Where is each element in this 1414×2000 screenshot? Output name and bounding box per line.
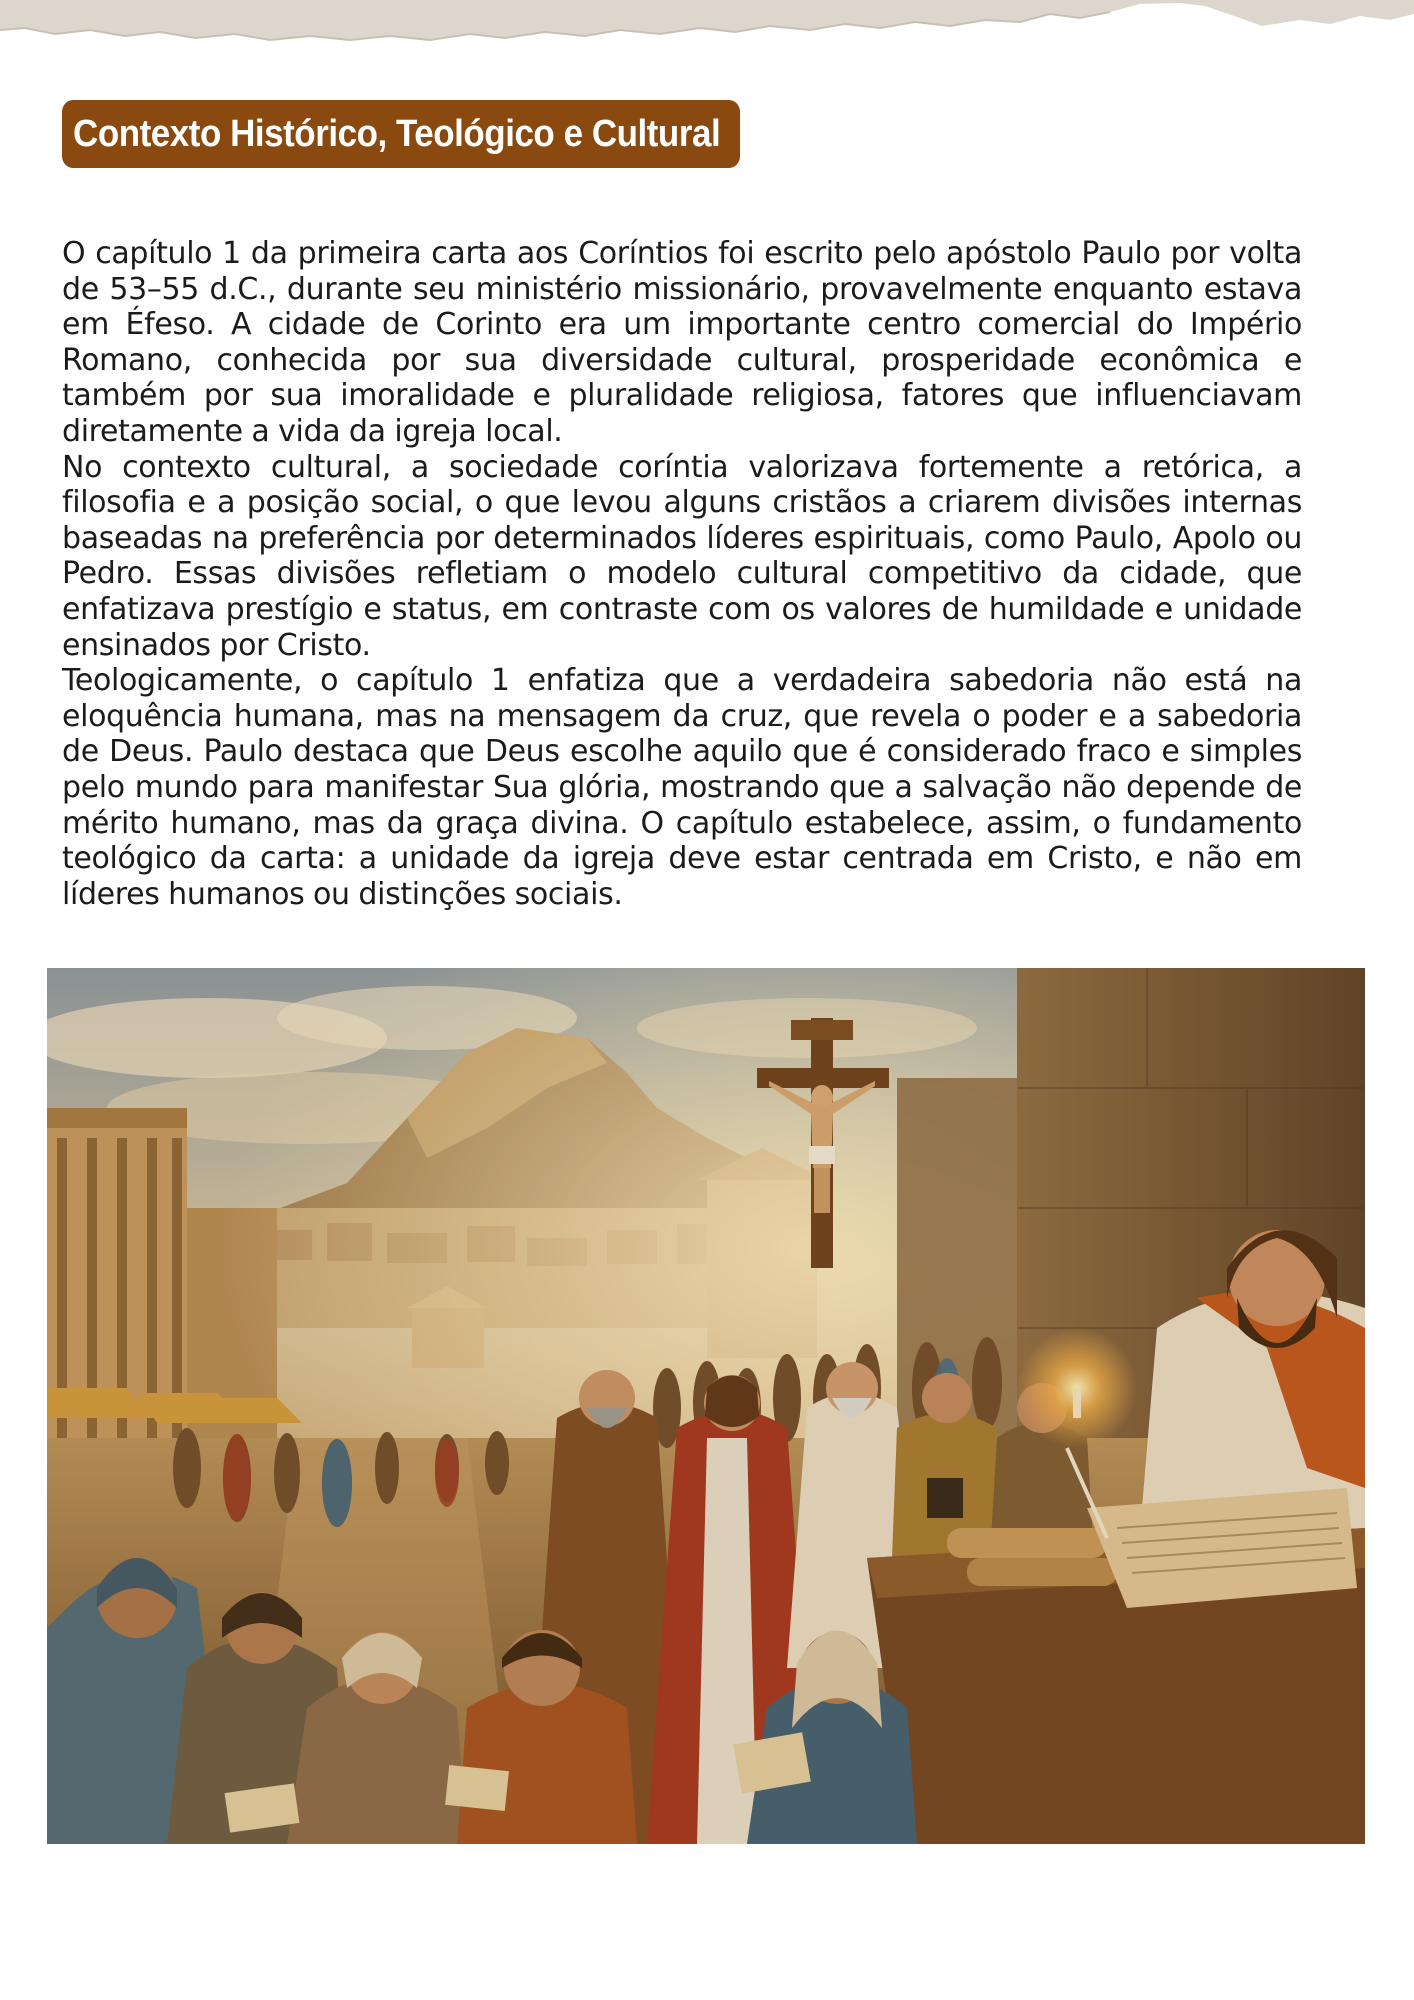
corinth-illustration [47,968,1365,1844]
torn-paper-edge [0,0,1414,44]
paragraph-theological: Teologicamente, o capítulo 1 enfatiza que a verdadeira sabedoria não está na eloquência humana, mas na mensagem da cruz, que revela o poder e a sabedoria de Deus. Paulo destaca que Deus escolhe aquilo que é considerado fraco e simples pelo mundo para manifestar Sua glória, mostrando que a salvação não depende de mérito humano, mas da graça divina. O capítulo estabelece, assim, o fundamento teológico da carta: a unidade da igreja deve estar centrada em Cristo, e não em líderes humanos ou distinções sociais. [62,663,1302,912]
section-title: Contexto Histórico, Teológico e Cultural [62,100,740,168]
painting-image [47,968,1365,1844]
paragraph-cultural: No contexto cultural, a sociedade coríntia valorizava fortemente a retórica, a filosofia e a posição social, o que levou alguns cristãos a criarem divisões internas baseadas na preferência por determinados líderes espirituais, como Paulo, Apolo ou Pedro. Essas divisões refletiam o modelo cultural competitivo da cidade, que enfatizava prestígio e status, em contraste com os valores de humildade e unidade ensinados por Cristo. [62,449,1302,663]
paragraph-historical: O capítulo 1 da primeira carta aos Coríntios foi escrito pelo apóstolo Paulo por volta de 53–55 d.C., durante seu ministério missionário, provavelmente enquanto estava em Éfeso. A cidade de Corinto era um importante centro comercial do Império Romano, conhecida por sua diversidade cultural, prosperidade econômica e também por sua imoralidade e pluralidade religiosa, fatores que influenciavam diretamente a vida da igreja local. [62,236,1302,449]
body-text [62,236,1302,912]
